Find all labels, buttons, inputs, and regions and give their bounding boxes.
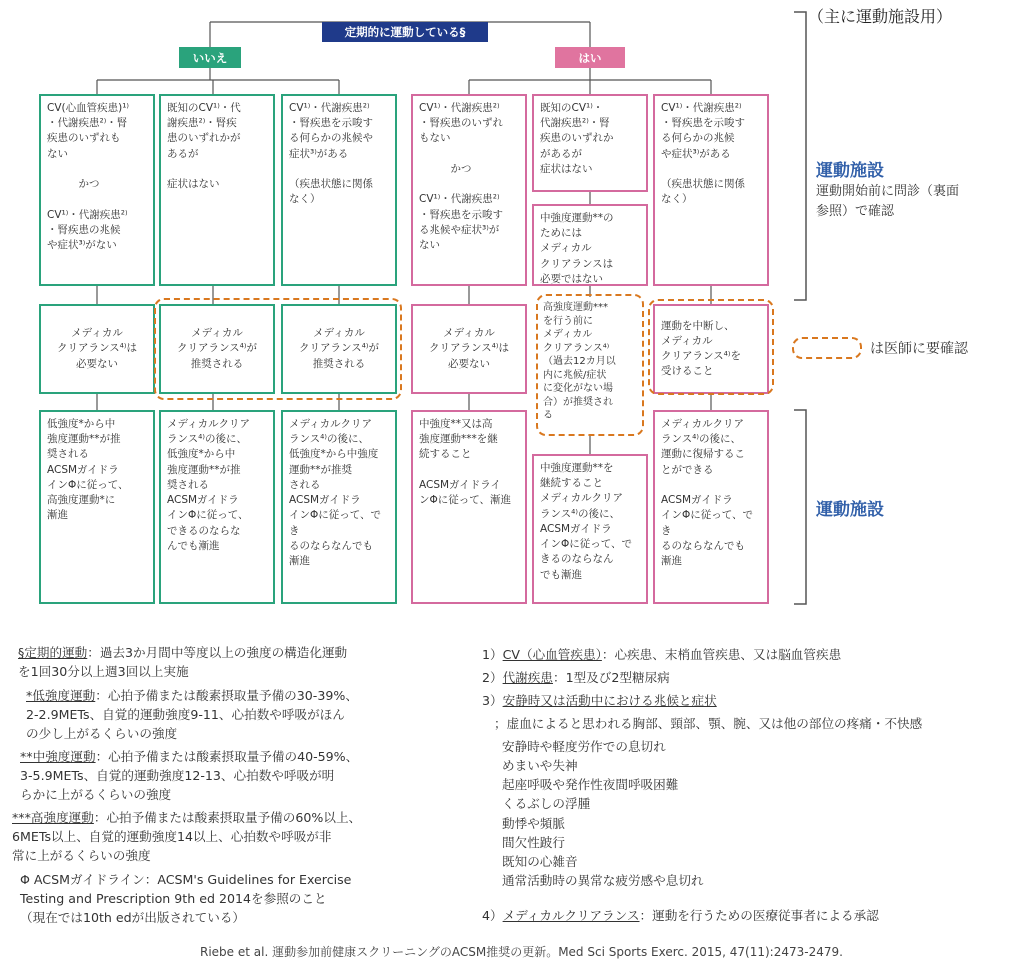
clearance-box-no-3: メディカル クリアランス⁴⁾が 推奨される [281,304,397,394]
corner-label: （主に運動施設用） [808,7,953,26]
facility-title-top: 運動施設 [816,161,884,181]
note-clearance-definition: 4）メディカルクリアランス：運動を行うための医療従事者による承認 [482,908,879,923]
recommendation-box-yes-1: 中強度**又は高 強度運動***を継 続すること ACSMガイドライ ンΦに従って、漸進 [411,410,527,604]
clearance-box-yes-2: 高強度運動*** を行う前に メディカル クリアランス⁴⁾ （過去12カ月以 内に兆候/症状 に変化がない場 合）が推奨され る [538,297,642,433]
criteria-box-no-1: CV(心血管疾患)¹⁾ ・代謝疾患²⁾・腎 疾患のいずれも ない かつ CV¹⁾・代謝疾患²⁾ ・腎疾患の兆候 や症状³⁾がない [39,94,155,286]
note-metabolic-definition: 2）代謝疾患：1型及び2型糖尿病 [482,670,670,685]
clearance-box-yes-3: 運動を中断し、 メディカル クリアランス⁴⁾を 受けること [653,304,769,394]
criteria-box-yes-3: CV¹⁾・代謝疾患²⁾ ・腎疾患を示唆す る何らかの兆候 や症状³⁾がある （疾患状態に関係 なく） [653,94,769,286]
facility-text-top: 運動開始前に問診（裏面 参照）で確認 [816,184,960,219]
clearance-box-no-2: メディカル クリアランス⁴⁾が 推奨される [159,304,275,394]
legend-text: は医師に要確認 [870,341,968,357]
facility-title-bottom: 運動施設 [816,500,884,520]
note-regular-exercise: §定期的運動：過去3か月間中等度以上の強度の構造化運動 を1回30分以上週3回以上実施 [18,645,348,680]
moderate-exercise-box: 中強度運動**の ためには メディカル クリアランスは 必要ではない [532,204,648,286]
criteria-box-yes-1: CV¹⁾・代謝疾患²⁾ ・腎疾患のいずれ もない かつ CV¹⁾・代謝疾患²⁾ ・腎疾患を示唆す る兆候や症状³⁾が ない [411,94,527,286]
note-acsm-guideline: Φ ACSMガイドライン：ACSM's Guidelines for Exercise Testing and Prescription 9th ed 2014を参照のこと （現在では10th edが出版されている） [20,872,352,926]
note-high-intensity: ***高強度運動：心拍予備または酸素摂取量予備の60%以上、 6METs以上、自覚的運動強度14以上、心拍数や呼吸が非 常に上がるくらいの強度 [12,810,362,864]
note-symptoms-first: ；虚血によると思われる胸部、頸部、顎、腕、又は他の部位の疼痛・不快感 [494,716,923,731]
yes-branch-label: はい [555,47,625,68]
root-question: 定期的に運動している§ [322,22,488,42]
note-symptoms-definition: 3）安静時又は活動中における兆候と症状 [482,693,717,708]
criteria-box-no-2: 既知のCV¹⁾・代 謝疾患²⁾・腎疾 患のいずれかが あるが 症状はない [159,94,275,286]
note-low-intensity: *低強度運動：心拍予備または酸素摂取量予備の30-39%、 2-2.9METs、自覚的運動強度9-11、心拍数や呼吸がほん の少し上がるくらいの強度 [26,688,358,742]
recommendation-box-no-2: メディカルクリア ランス⁴⁾の後に、 低強度*から中 強度運動**が推 奨される ACSMガイドラ インΦに従って、 できるのならな んでも漸進 [159,410,275,604]
citation: Riebe et al. 運動参加前健康スクリーニングのACSM推奨の更新。Med Sci Sports Exerc. 2015, 47(11):2473-2479. [200,945,843,959]
physician-check-highlight-3 [648,299,774,395]
clearance-box-yes-1: メディカル クリアランス⁴⁾は 必要ない [411,304,527,394]
no-branch-label: いいえ [179,47,241,68]
legend-dashed-sample [792,337,862,359]
recommendation-box-no-3: メディカルクリア ランス⁴⁾の後に、 低強度*から中強度 運動**が推奨 される ACSMガイドラ インΦに従って、でき るのならなんでも 漸進 [281,410,397,604]
physician-check-highlight-1 [154,298,402,400]
note-moderate-intensity: **中強度運動：心拍予備または酸素摂取量予備の40-59%、 3-5.9METs、自覚的運動強度12-13、心拍数や呼吸が明 らかに上がるくらいの強度 [20,749,359,803]
recommendation-box-no-1: 低強度*から中 強度運動**が推 奨される ACSMガイドラ インΦに従って、 高強度運動*に 漸進 [39,410,155,604]
physician-check-highlight-2 [536,294,644,436]
clearance-box-no-1: メディカル クリアランス⁴⁾は 必要ない [39,304,155,394]
note-symptoms-list: 安静時や軽度労作での息切れ めまいや失神 起座呼吸や発作性夜間呼吸困難 くるぶしの浮腫 動悸や頻脈 間欠性跛行 既知の心雑音 通常活動時の異常な疲労感や息切れ [502,739,704,888]
criteria-box-yes-2: 既知のCV¹⁾・ 代謝疾患²⁾・腎 疾患のいずれか があるが 症状はない [532,94,648,192]
recommendation-box-yes-3: メディカルクリア ランス⁴⁾の後に、 運動に復帰するこ とができる ACSMガイドラ インΦに従って、でき るのならなんでも 漸進 [653,410,769,604]
recommendation-box-yes-2: 中強度運動**を 継続すること メディカルクリア ランス⁴⁾の後に、 ACSMガイドラ インΦに従って、で きるのならなん でも漸進 [532,454,648,604]
note-cv-definition: 1）CV（心血管疾患）：心疾患、末梢血管疾患、又は脳血管疾患 [482,647,842,662]
criteria-box-no-3: CV¹⁾・代謝疾患²⁾ ・腎疾患を示唆す る何らかの兆候や 症状³⁾がある （疾患状態に関係 なく） [281,94,397,286]
